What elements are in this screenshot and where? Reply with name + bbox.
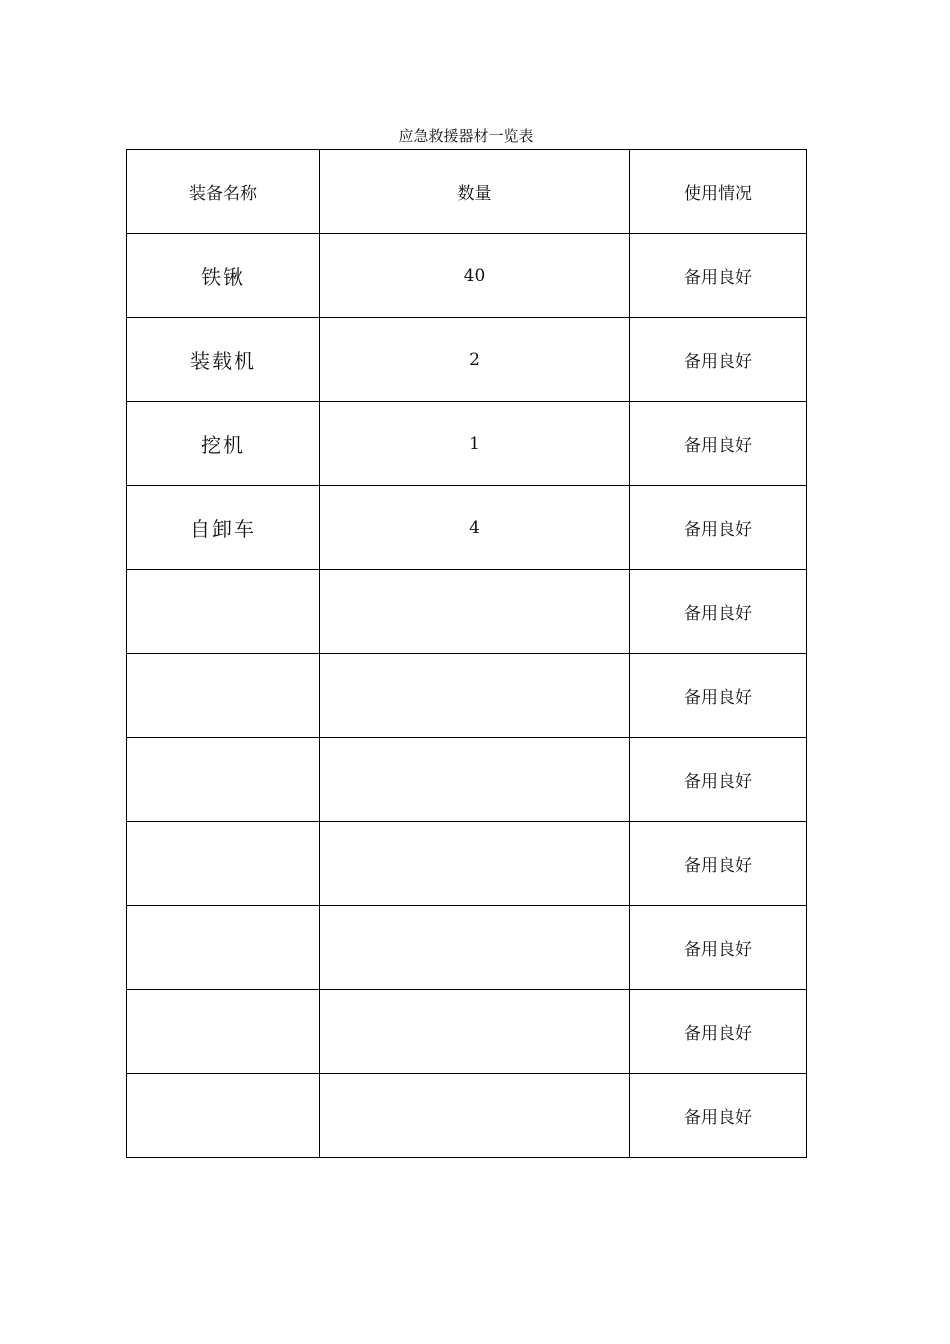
equipment-table (126, 149, 807, 1158)
equipment-table-body (127, 150, 807, 1158)
table-row (127, 234, 807, 318)
cell-status: 备用良好 (630, 234, 807, 318)
table-row (127, 906, 807, 990)
cell-status: 备用良好 (630, 822, 807, 906)
cell-status: 备用良好 (630, 654, 807, 738)
cell-status: 备用良好 (630, 738, 807, 822)
cell-status: 备用良好 (630, 402, 807, 486)
table-row (127, 318, 807, 402)
document-title: 应急救援器材一览表 (398, 127, 534, 145)
table-row (127, 738, 807, 822)
cell-status: 备用良好 (630, 570, 807, 654)
cell-equipment-name: 自卸车 (127, 486, 320, 570)
cell-quantity (320, 1074, 630, 1158)
table-row (127, 486, 807, 570)
cell-status: 备用良好 (630, 486, 807, 570)
cell-quantity (320, 990, 630, 1074)
cell-quantity (320, 570, 630, 654)
cell-equipment-name (127, 654, 320, 738)
header-quantity: 数量 (320, 150, 630, 234)
cell-equipment-name (127, 1074, 320, 1158)
table-row (127, 1074, 807, 1158)
header-status: 使用情况 (630, 150, 807, 234)
cell-quantity: 4 (320, 486, 630, 570)
cell-quantity: 1 (320, 402, 630, 486)
cell-status: 备用良好 (630, 1074, 807, 1158)
cell-equipment-name (127, 990, 320, 1074)
table-header-row (127, 150, 807, 234)
cell-quantity (320, 906, 630, 990)
cell-equipment-name: 装载机 (127, 318, 320, 402)
cell-equipment-name: 挖机 (127, 402, 320, 486)
table-row (127, 570, 807, 654)
cell-equipment-name (127, 822, 320, 906)
cell-quantity (320, 738, 630, 822)
cell-equipment-name: 铁锹 (127, 234, 320, 318)
header-equipment-name: 装备名称 (127, 150, 320, 234)
cell-quantity (320, 822, 630, 906)
table-row (127, 402, 807, 486)
table-row (127, 990, 807, 1074)
cell-equipment-name (127, 570, 320, 654)
cell-quantity (320, 654, 630, 738)
cell-equipment-name (127, 906, 320, 990)
cell-status: 备用良好 (630, 906, 807, 990)
cell-quantity: 2 (320, 318, 630, 402)
table-row (127, 654, 807, 738)
cell-equipment-name (127, 738, 320, 822)
cell-status: 备用良好 (630, 318, 807, 402)
cell-status: 备用良好 (630, 990, 807, 1074)
cell-quantity: 40 (320, 234, 630, 318)
table-row (127, 822, 807, 906)
